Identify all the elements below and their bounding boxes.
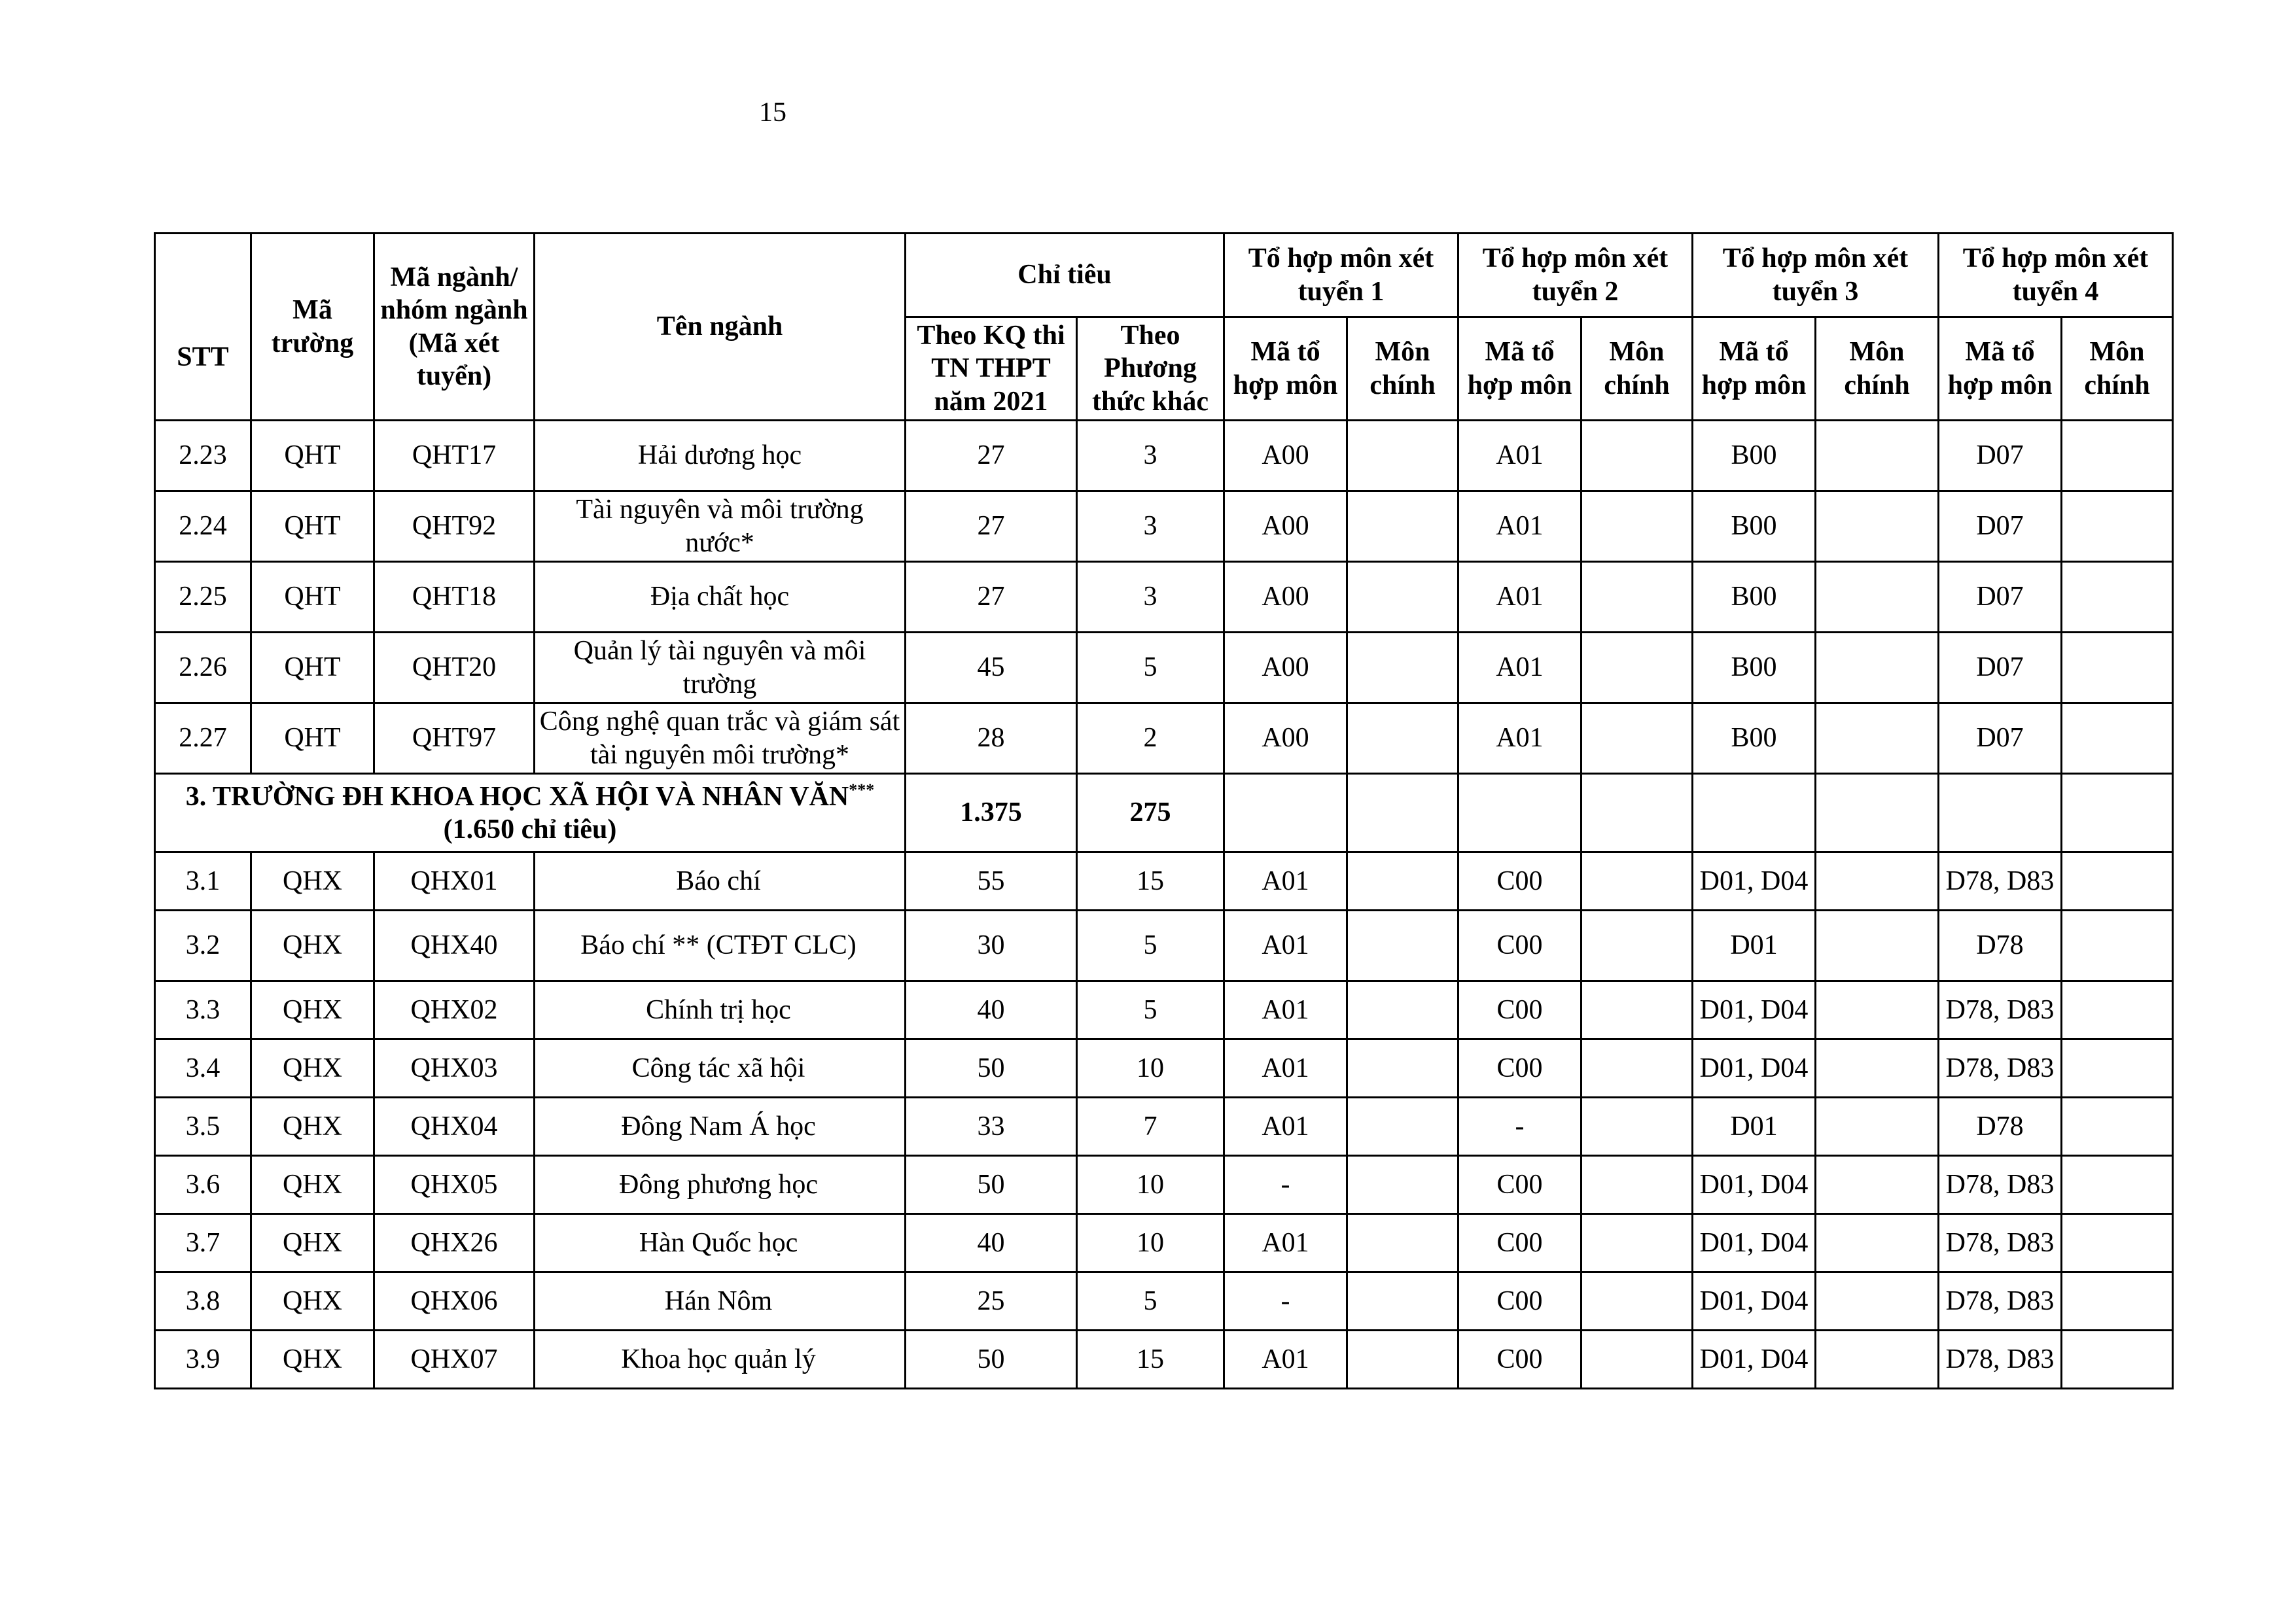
cell-main-2: [1581, 981, 1693, 1039]
cell-combo-4: D07: [1939, 421, 2062, 491]
header-main-subject: Môn chính: [1347, 317, 1458, 421]
cell-quota-exam: 25: [906, 1272, 1077, 1331]
cell-code: QHX05: [374, 1156, 535, 1214]
cell-school: QHX: [251, 852, 374, 911]
cell-quota-exam: 27: [906, 562, 1077, 633]
cell-quota-other: 10: [1077, 1039, 1224, 1098]
cell-combo-1: A00: [1224, 703, 1347, 774]
cell-school: QHT: [251, 562, 374, 633]
cell-main-3: [1816, 911, 1939, 981]
cell-combo-4: D07: [1939, 562, 2062, 633]
cell-main-4: [2062, 1331, 2173, 1389]
header-quota-exam: Theo KQ thi TN THPT năm 2021: [906, 317, 1077, 421]
cell-major-name: Hán Nôm: [535, 1272, 906, 1331]
cell-code: QHX40: [374, 911, 535, 981]
cell-combo-4: D78, D83: [1939, 852, 2062, 911]
cell-stt: 3.9: [155, 1331, 251, 1389]
cell-stt: 2.27: [155, 703, 251, 774]
cell-main-4: [2062, 852, 2173, 911]
cell-code: QHT20: [374, 633, 535, 703]
cell-main-3: [1816, 491, 1939, 562]
cell-main-1: [1347, 1331, 1458, 1389]
cell-main-2: [1581, 1331, 1693, 1389]
header-main-subject: Môn chính: [1816, 317, 1939, 421]
cell-combo-3: D01, D04: [1693, 981, 1816, 1039]
cell-combo-4: D78, D83: [1939, 1331, 2062, 1389]
page-number: 15: [759, 97, 786, 128]
cell-combo-3: B00: [1693, 491, 1816, 562]
header-major-name: Tên ngành: [535, 234, 906, 421]
cell-empty: [2062, 774, 2173, 852]
cell-school: QHT: [251, 703, 374, 774]
cell-main-1: [1347, 911, 1458, 981]
cell-main-4: [2062, 1272, 2173, 1331]
cell-code: QHX07: [374, 1331, 535, 1389]
cell-empty: [1816, 774, 1939, 852]
cell-combo-3: D01: [1693, 1098, 1816, 1156]
cell-combo-3: D01, D04: [1693, 1214, 1816, 1272]
cell-combo-3: B00: [1693, 421, 1816, 491]
section-row: [155, 774, 2173, 852]
cell-code: QHX01: [374, 852, 535, 911]
cell-school: QHX: [251, 1272, 374, 1331]
cell-combo-3: D01, D04: [1693, 1039, 1816, 1098]
cell-combo-1: A01: [1224, 1331, 1347, 1389]
table-row: [155, 1156, 2173, 1214]
cell-main-4: [2062, 562, 2173, 633]
cell-school: QHT: [251, 633, 374, 703]
cell-combo-4: D78: [1939, 1098, 2062, 1156]
cell-quota-other: 2: [1077, 703, 1224, 774]
cell-school: QHX: [251, 1214, 374, 1272]
cell-main-4: [2062, 703, 2173, 774]
cell-combo-3: B00: [1693, 562, 1816, 633]
cell-stt: 3.1: [155, 852, 251, 911]
cell-combo-1: -: [1224, 1156, 1347, 1214]
header-major-code: Mã ngành/ nhóm ngành (Mã xét tuyển): [374, 234, 535, 421]
header-main-subject: Môn chính: [2062, 317, 2173, 421]
cell-major-name: Tài nguyên và môi trường nước*: [535, 491, 906, 562]
cell-main-3: [1816, 1331, 1939, 1389]
header-combo-code: Mã tổ hợp môn: [1458, 317, 1581, 421]
cell-quota-exam: 55: [906, 852, 1077, 911]
cell-main-2: [1581, 852, 1693, 911]
cell-quota-exam: 45: [906, 633, 1077, 703]
cell-combo-3: D01: [1693, 911, 1816, 981]
cell-combo-4: D78: [1939, 911, 2062, 981]
cell-combo-1: A01: [1224, 981, 1347, 1039]
cell-main-2: [1581, 1098, 1693, 1156]
table-row: [155, 1039, 2173, 1098]
cell-combo-2: C00: [1458, 911, 1581, 981]
cell-code: QHX02: [374, 981, 535, 1039]
cell-main-1: [1347, 1156, 1458, 1214]
cell-main-2: [1581, 562, 1693, 633]
cell-main-1: [1347, 562, 1458, 633]
header-combo-4: Tổ hợp môn xét tuyển 4: [1939, 234, 2173, 317]
cell-main-2: [1581, 633, 1693, 703]
cell-combo-4: D78, D83: [1939, 981, 2062, 1039]
cell-main-3: [1816, 1156, 1939, 1214]
cell-main-1: [1347, 1272, 1458, 1331]
cell-school: QHX: [251, 1098, 374, 1156]
cell-combo-3: D01, D04: [1693, 1272, 1816, 1331]
table-row: [155, 703, 2173, 774]
cell-main-2: [1581, 491, 1693, 562]
cell-main-2: [1581, 703, 1693, 774]
section-quota-other: 275: [1077, 774, 1224, 852]
cell-main-1: [1347, 421, 1458, 491]
table-row: [155, 633, 2173, 703]
cell-combo-4: D78, D83: [1939, 1214, 2062, 1272]
cell-empty: [1347, 774, 1458, 852]
cell-major-name: Địa chất học: [535, 562, 906, 633]
cell-major-name: Quản lý tài nguyên và môi trường: [535, 633, 906, 703]
cell-stt: 3.6: [155, 1156, 251, 1214]
cell-main-3: [1816, 562, 1939, 633]
cell-stt: 2.23: [155, 421, 251, 491]
cell-quota-other: 15: [1077, 852, 1224, 911]
cell-code: QHT97: [374, 703, 535, 774]
cell-combo-2: C00: [1458, 852, 1581, 911]
cell-major-name: Công nghệ quan trắc và giám sát tài nguyên môi trường*: [535, 703, 906, 774]
section-title: [155, 774, 906, 852]
table-row: [155, 1098, 2173, 1156]
cell-quota-other: 5: [1077, 981, 1224, 1039]
cell-major-name: Công tác xã hội: [535, 1039, 906, 1098]
cell-code: QHX03: [374, 1039, 535, 1098]
cell-quota-exam: 50: [906, 1039, 1077, 1098]
cell-combo-4: D78, D83: [1939, 1272, 2062, 1331]
cell-main-1: [1347, 703, 1458, 774]
cell-combo-4: D07: [1939, 633, 2062, 703]
cell-main-2: [1581, 1039, 1693, 1098]
cell-combo-2: C00: [1458, 1039, 1581, 1098]
cell-main-1: [1347, 491, 1458, 562]
section-title-text: 3. TRƯỜNG ĐH KHOA HỌC XÃ HỘI VÀ NHÂN VĂN: [185, 781, 849, 812]
cell-stt: 3.3: [155, 981, 251, 1039]
section-quota-exam: 1.375: [906, 774, 1077, 852]
section-title-mark: ***: [849, 780, 875, 799]
cell-combo-3: B00: [1693, 703, 1816, 774]
cell-main-3: [1816, 981, 1939, 1039]
cell-main-4: [2062, 1214, 2173, 1272]
cell-combo-3: B00: [1693, 633, 1816, 703]
cell-quota-other: 10: [1077, 1214, 1224, 1272]
cell-main-3: [1816, 703, 1939, 774]
cell-combo-4: D07: [1939, 703, 2062, 774]
cell-combo-2: C00: [1458, 1272, 1581, 1331]
header-combo-2: Tổ hợp môn xét tuyển 2: [1458, 234, 1693, 317]
cell-empty: [1581, 774, 1693, 852]
cell-main-4: [2062, 911, 2173, 981]
cell-main-1: [1347, 981, 1458, 1039]
cell-combo-2: C00: [1458, 981, 1581, 1039]
admissions-table: [154, 232, 2174, 1389]
cell-code: QHX04: [374, 1098, 535, 1156]
table-row: [155, 1214, 2173, 1272]
header-row-1: [155, 234, 2173, 317]
cell-combo-1: A01: [1224, 852, 1347, 911]
header-combo-1: Tổ hợp môn xét tuyển 1: [1224, 234, 1458, 317]
cell-combo-2: A01: [1458, 421, 1581, 491]
cell-main-1: [1347, 1098, 1458, 1156]
cell-combo-1: A01: [1224, 1039, 1347, 1098]
header-main-subject: Môn chính: [1581, 317, 1693, 421]
cell-quota-exam: 50: [906, 1331, 1077, 1389]
cell-quota-exam: 27: [906, 491, 1077, 562]
cell-combo-4: D78, D83: [1939, 1156, 2062, 1214]
cell-quota-exam: 28: [906, 703, 1077, 774]
cell-combo-1: A01: [1224, 1214, 1347, 1272]
cell-combo-1: A00: [1224, 491, 1347, 562]
cell-major-name: Đông Nam Á học: [535, 1098, 906, 1156]
cell-main-3: [1816, 633, 1939, 703]
cell-stt: 3.5: [155, 1098, 251, 1156]
cell-stt: 2.25: [155, 562, 251, 633]
table-row: [155, 491, 2173, 562]
cell-quota-exam: 50: [906, 1156, 1077, 1214]
section-subtitle: (1.650 chỉ tiêu): [443, 814, 617, 845]
cell-main-1: [1347, 1039, 1458, 1098]
cell-quota-other: 5: [1077, 911, 1224, 981]
cell-code: QHT18: [374, 562, 535, 633]
cell-main-3: [1816, 1214, 1939, 1272]
cell-school: QHX: [251, 1039, 374, 1098]
cell-main-3: [1816, 1039, 1939, 1098]
cell-main-1: [1347, 852, 1458, 911]
cell-combo-1: A00: [1224, 633, 1347, 703]
cell-combo-2: A01: [1458, 703, 1581, 774]
cell-quota-other: 10: [1077, 1156, 1224, 1214]
cell-school: QHT: [251, 491, 374, 562]
cell-empty: [1693, 774, 1816, 852]
table-row: [155, 852, 2173, 911]
cell-major-name: Chính trị học: [535, 981, 906, 1039]
cell-stt: 3.7: [155, 1214, 251, 1272]
cell-quota-other: 5: [1077, 633, 1224, 703]
cell-combo-2: A01: [1458, 633, 1581, 703]
cell-quota-other: 3: [1077, 562, 1224, 633]
cell-code: QHT17: [374, 421, 535, 491]
cell-main-3: [1816, 852, 1939, 911]
header-quota: Chỉ tiêu: [906, 234, 1224, 317]
cell-main-4: [2062, 491, 2173, 562]
cell-main-2: [1581, 1156, 1693, 1214]
cell-quota-exam: 33: [906, 1098, 1077, 1156]
cell-combo-2: C00: [1458, 1331, 1581, 1389]
cell-school: QHX: [251, 1331, 374, 1389]
cell-main-3: [1816, 421, 1939, 491]
table-row: [155, 562, 2173, 633]
cell-combo-1: A01: [1224, 911, 1347, 981]
cell-combo-1: A01: [1224, 1098, 1347, 1156]
table-row: [155, 1331, 2173, 1389]
cell-main-2: [1581, 1214, 1693, 1272]
header-combo-3: Tổ hợp môn xét tuyển 3: [1693, 234, 1939, 317]
cell-quota-exam: 40: [906, 981, 1077, 1039]
header-combo-code: Mã tổ hợp môn: [1693, 317, 1816, 421]
cell-quota-other: 15: [1077, 1331, 1224, 1389]
cell-main-3: [1816, 1098, 1939, 1156]
cell-combo-4: D07: [1939, 491, 2062, 562]
cell-combo-2: C00: [1458, 1156, 1581, 1214]
table-row: [155, 911, 2173, 981]
cell-combo-1: A00: [1224, 562, 1347, 633]
cell-main-4: [2062, 421, 2173, 491]
header-combo-code: Mã tổ hợp môn: [1224, 317, 1347, 421]
cell-major-name: Khoa học quản lý: [535, 1331, 906, 1389]
cell-major-name: Hải dương học: [535, 421, 906, 491]
header-stt: STT: [155, 234, 251, 421]
cell-combo-3: D01, D04: [1693, 852, 1816, 911]
cell-school: QHX: [251, 911, 374, 981]
cell-major-name: Hàn Quốc học: [535, 1214, 906, 1272]
cell-empty: [1224, 774, 1347, 852]
cell-main-2: [1581, 421, 1693, 491]
cell-school: QHX: [251, 981, 374, 1039]
cell-main-4: [2062, 1098, 2173, 1156]
cell-major-name: Báo chí: [535, 852, 906, 911]
table-row: [155, 421, 2173, 491]
cell-combo-2: -: [1458, 1098, 1581, 1156]
cell-quota-exam: 30: [906, 911, 1077, 981]
cell-empty: [1458, 774, 1581, 852]
cell-combo-2: C00: [1458, 1214, 1581, 1272]
table-row: [155, 1272, 2173, 1331]
cell-main-4: [2062, 1039, 2173, 1098]
cell-combo-2: A01: [1458, 562, 1581, 633]
cell-major-name: [535, 911, 906, 981]
cell-main-2: [1581, 911, 1693, 981]
cell-main-1: [1347, 633, 1458, 703]
cell-stt: 3.4: [155, 1039, 251, 1098]
cell-quota-exam: 40: [906, 1214, 1077, 1272]
cell-combo-1: -: [1224, 1272, 1347, 1331]
cell-school: QHT: [251, 421, 374, 491]
cell-stt: 2.26: [155, 633, 251, 703]
cell-combo-3: D01, D04: [1693, 1156, 1816, 1214]
cell-quota-other: 3: [1077, 421, 1224, 491]
cell-main-4: [2062, 1156, 2173, 1214]
cell-stt: 3.2: [155, 911, 251, 981]
cell-quota-other: 3: [1077, 491, 1224, 562]
cell-major-name-text: Báo chí ** (CTĐT CLC): [580, 930, 857, 961]
cell-stt: 3.8: [155, 1272, 251, 1331]
table-row: [155, 981, 2173, 1039]
header-combo-code: Mã tổ hợp môn: [1939, 317, 2062, 421]
cell-main-4: [2062, 981, 2173, 1039]
cell-main-4: [2062, 633, 2173, 703]
cell-main-1: [1347, 1214, 1458, 1272]
cell-code: QHT92: [374, 491, 535, 562]
cell-code: QHX06: [374, 1272, 535, 1331]
cell-quota-other: 7: [1077, 1098, 1224, 1156]
cell-quota-exam: 27: [906, 421, 1077, 491]
cell-quota-other: 5: [1077, 1272, 1224, 1331]
cell-combo-3: D01, D04: [1693, 1331, 1816, 1389]
cell-main-2: [1581, 1272, 1693, 1331]
cell-combo-1: A00: [1224, 421, 1347, 491]
cell-stt: 2.24: [155, 491, 251, 562]
cell-empty: [1939, 774, 2062, 852]
header-school-code: Mã trường: [251, 234, 374, 421]
cell-school: QHX: [251, 1156, 374, 1214]
cell-combo-2: A01: [1458, 491, 1581, 562]
cell-code: QHX26: [374, 1214, 535, 1272]
cell-combo-4: D78, D83: [1939, 1039, 2062, 1098]
cell-major-name: Đông phương học: [535, 1156, 906, 1214]
header-quota-other: Theo Phương thức khác: [1077, 317, 1224, 421]
cell-main-3: [1816, 1272, 1939, 1331]
